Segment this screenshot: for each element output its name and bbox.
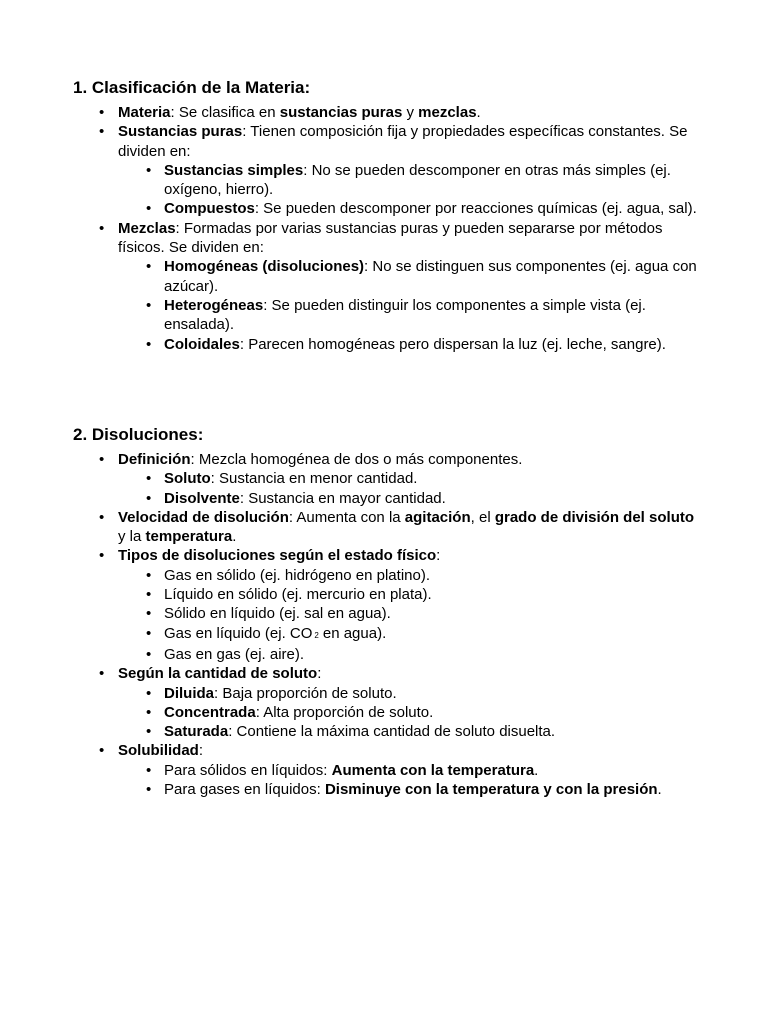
text: : Sustancia en mayor cantidad. [239,489,446,507]
term-grado-division: grado de división del soluto [494,508,695,526]
list-item-tipos [73,546,698,664]
subscript: 2 [314,630,319,640]
sublist-mezclas [118,257,698,353]
term-sustancias-puras: sustancias puras [279,104,403,121]
text: : Aumenta con la [288,508,405,526]
list-item-solidos-liquidos [118,761,698,780]
text: . [476,104,481,121]
text: , el [470,508,495,526]
term-homogeneas: Homogéneas (disoluciones) [164,258,365,276]
term-coloidales: Coloidales [164,335,240,353]
list-item-liquido-solido: • Líquido en sólido (ej. mercurio en plata). [118,585,698,604]
term-concentrada: Concentrada [164,703,256,721]
term-compuestos: Compuestos [164,200,255,218]
text: : Se clasifica en [170,104,280,121]
text: en agua). [322,624,387,642]
term-disminuye: Disminuye con la temperatura y con la presión [324,781,658,799]
term-agitacion: agitación [404,508,471,526]
term-materia: Materia [118,104,171,121]
list-item-heterogeneas [118,296,698,335]
term-temperatura: temperatura [145,528,233,546]
section-clasificacion-materia [73,77,698,354]
section-2-heading: 2. Disoluciones: [73,425,204,444]
text: : No se distinguen sus componentes (ej. agua con azúcar). [164,258,697,295]
term-saturada: Saturada [164,723,229,741]
list-item-homogeneas [118,257,698,296]
text: : [198,742,204,760]
list-item-concentrada [118,703,698,722]
term-sustancias-puras-label: Sustancias puras [118,123,243,141]
term-solubilidad: Solubilidad [118,742,199,760]
list-item-sustancias-puras [73,122,698,218]
term-disolvente: Disolvente [164,489,240,507]
term-diluida: Diluida [164,684,215,702]
term-definicion: Definición [118,451,191,468]
text: Para sólidos en líquidos: [164,761,332,779]
list-item-solubilidad [73,741,698,799]
list-item-disolvente [118,489,698,508]
text: : [436,547,441,565]
list-item-gases-liquidos [118,780,698,799]
sublist-sustancias-puras [118,161,698,219]
term-tipos: Tipos de disoluciones según el estado físico [118,547,437,565]
sublist-definicion [118,469,698,508]
text: : Parecen homogéneas pero dispersan la luz (ej. leche, sangre). [239,335,666,353]
list-item-solido-liquido: • Sólido en líquido (ej. sal en agua). [118,604,698,623]
text: : No se pueden descomponer en otras más simples (ej. oxígeno, hierro). [164,161,671,199]
term-cantidad: Según la cantidad de soluto [118,665,318,683]
section-1-list [73,103,698,354]
text: . [534,761,539,779]
list-item-mezclas [73,219,698,354]
sublist-tipos [118,566,698,664]
list-item-saturada [118,722,698,741]
term-heterogeneas: Heterogéneas [164,296,264,314]
section-2-list [73,450,698,799]
list-item-sustancias-simples [118,161,698,200]
text: : Sustancia en menor cantidad. [210,470,418,488]
text: : [317,665,322,683]
list-item-gas-liquido [118,624,698,645]
text: : Alta proporción de soluto. [255,703,434,721]
list-item-coloidales [118,335,698,354]
term-velocidad: Velocidad de disolución [118,508,289,526]
list-item-gas-solido: • Gas en sólido (ej. hidrógeno en platino). [118,566,698,585]
sublist-cantidad [118,684,698,742]
text: : Tienen composición fija y propiedades específicas constantes. Se dividen en: [118,123,688,160]
text: y la [118,528,146,546]
list-item-gas-gas: • Gas en gas (ej. aire). [118,645,698,664]
text: : Mezcla homogénea de dos o más componentes. [190,451,523,468]
list-item-diluida [118,684,698,703]
term-mezclas: mezclas [418,104,477,121]
text: : Se pueden descomponer por reacciones químicas (ej. agua, sal). [254,200,697,218]
text: : Se pueden distinguir los componentes a simple vista (ej. ensalada). [164,296,646,334]
list-item-cantidad [73,664,698,741]
text: y [402,104,419,121]
text: : Contiene la máxima cantidad de soluto disuelta. [228,723,556,741]
list-item-definicion [73,450,698,508]
text: . [657,781,662,799]
list-item-materia [73,103,698,122]
section-disoluciones [73,424,698,799]
text: . [232,528,237,546]
sublist-solubilidad [118,761,698,800]
text: : Baja proporción de soluto. [214,684,397,702]
term-mezclas-label: Mezclas [118,219,176,237]
text: Para gases en líquidos: [164,781,325,799]
term-sustancias-simples: Sustancias simples [164,161,304,179]
term-aumenta: Aumenta con la temperatura [331,761,535,779]
text: Gas en líquido (ej. CO [164,624,313,642]
list-item-velocidad [73,508,698,547]
list-item-compuestos [118,199,698,218]
term-soluto: Soluto [164,470,211,488]
list-item-soluto [118,469,698,488]
text: : Formadas por varias sustancias puras y pueden separarse por métodos físicos. Se dividen en: [118,219,663,257]
section-1-heading: 1. Clasificación de la Materia: [73,78,311,97]
